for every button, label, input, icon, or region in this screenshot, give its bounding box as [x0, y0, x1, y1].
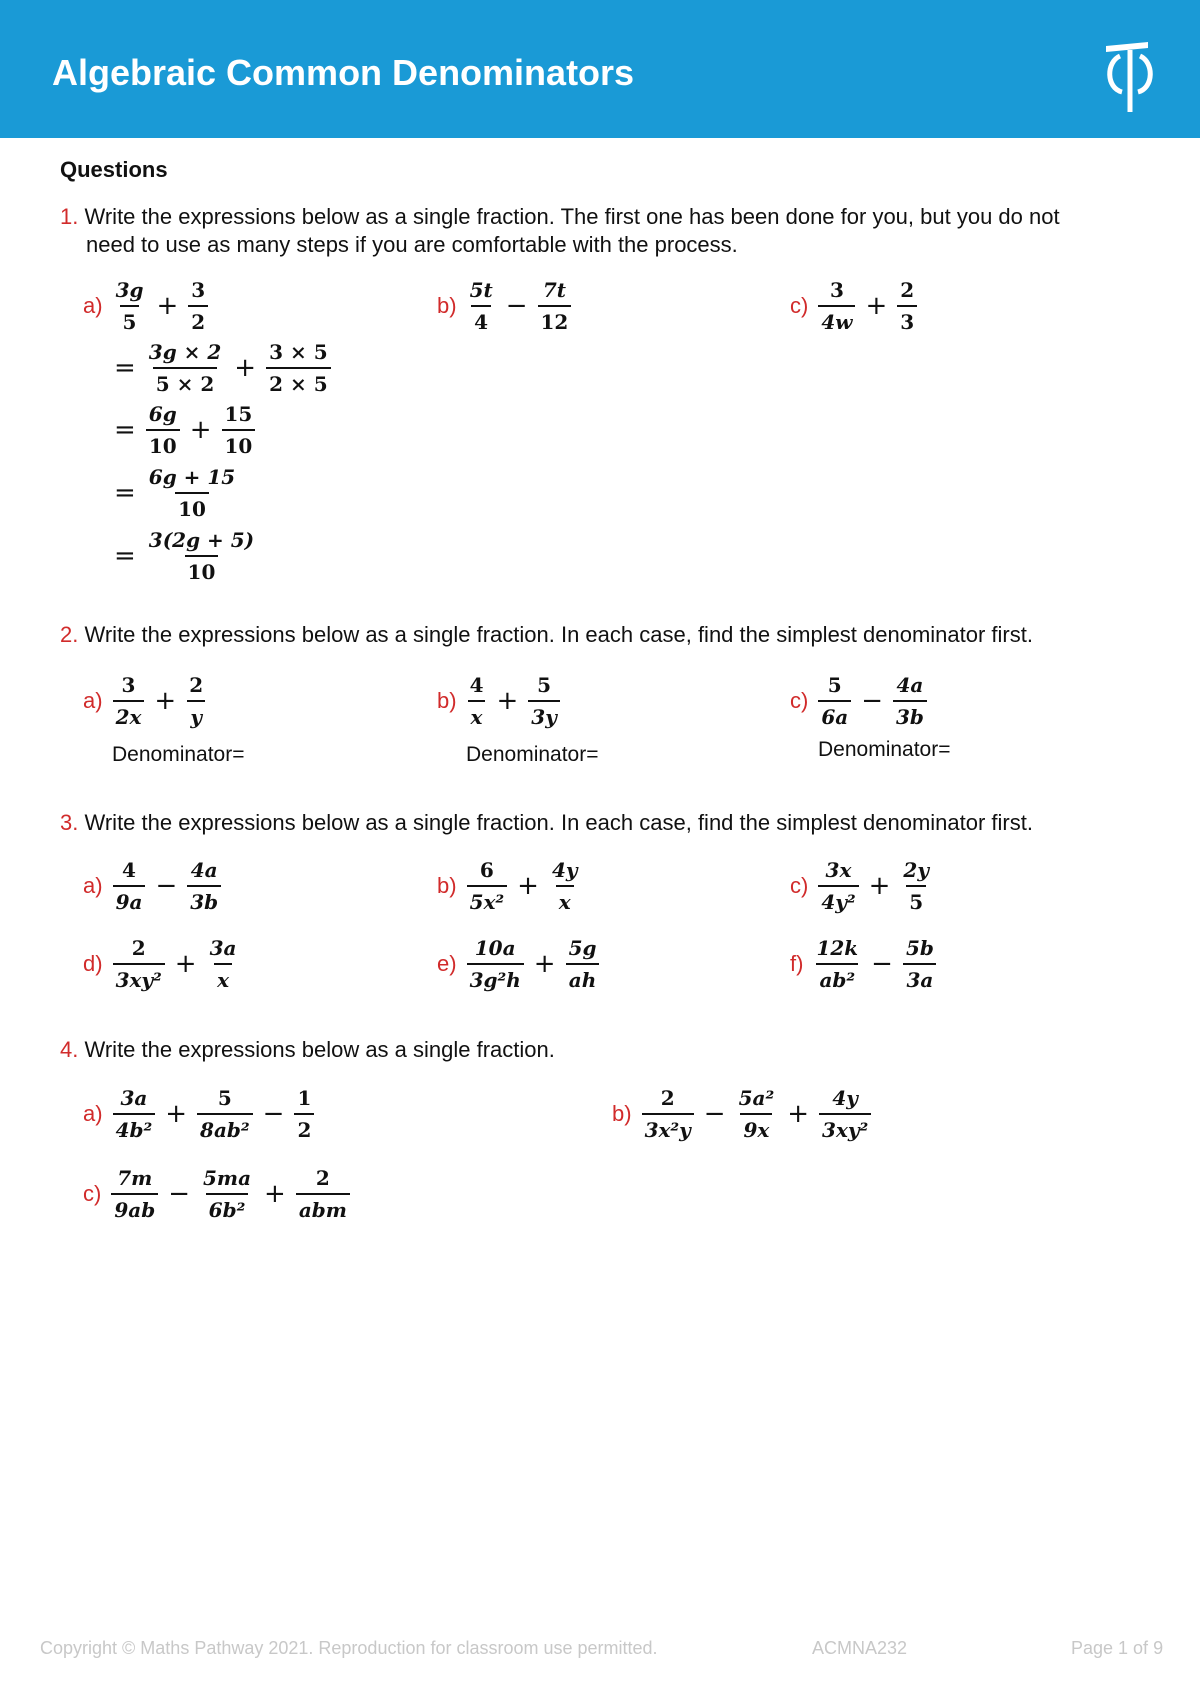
q1-a-expression — [83, 278, 210, 334]
fraction: $\frac{4}{x}$ — [467, 673, 487, 729]
fraction: $\frac{3x}{\text{4y²}}$ — [818, 858, 858, 914]
fraction: $\frac{5}{3y}$ — [528, 673, 560, 729]
item-label: f) — [790, 951, 804, 976]
operator: + — [496, 686, 519, 716]
fraction: $\frac{4a}{3b}$ — [187, 858, 221, 914]
operator: + — [165, 1099, 188, 1129]
operator: + — [154, 686, 177, 716]
fraction: $\frac{3a}{\text{4b²}}$ — [113, 1086, 156, 1142]
question-text: Write the expressions below as a single fraction. — [84, 1037, 555, 1062]
q3-f-expression — [790, 936, 939, 992]
operator: + — [264, 1179, 286, 1209]
operator: − — [871, 949, 893, 979]
operator: − — [168, 1179, 190, 1209]
question-2-text — [60, 621, 1140, 649]
q3-d-expression — [83, 936, 241, 992]
fraction: $\frac{3(2g + 5)}{10}$ — [148, 528, 255, 584]
item-label: c) — [83, 1181, 102, 1206]
fraction: $\frac{4y}{x}$ — [551, 858, 578, 914]
fraction: $\frac{2y}{5}$ — [903, 858, 929, 914]
section-heading: Questions — [60, 157, 168, 182]
fraction: $\frac{4y}{\text{3xy²}}$ — [819, 1086, 871, 1142]
question-number: 4. — [60, 1037, 79, 1062]
fraction: $\frac{6}{\text{5x²}}$ — [467, 858, 508, 914]
operator: − — [262, 1099, 285, 1129]
operator: − — [703, 1099, 726, 1129]
operator: + — [533, 949, 556, 979]
fraction: $\frac{15}{10}$ — [222, 402, 256, 458]
question-number: 1. — [60, 204, 79, 229]
footer-code: ACMNA232 — [812, 1638, 908, 1658]
fraction: $\frac{2}{\text{abm}}$ — [296, 1166, 350, 1222]
item-label: c) — [790, 873, 809, 898]
q3-b-expression — [437, 858, 583, 914]
fraction: $\frac{3}{4w}$ — [818, 278, 855, 334]
q2-c-denominator-label: Denominator= — [818, 738, 951, 761]
fraction: $\frac{7t}{12}$ — [538, 278, 572, 334]
fraction: $\frac{6g + 15}{10}$ — [148, 465, 236, 521]
item-label: d) — [83, 951, 103, 976]
fraction: $\frac{3 \times 5}{2 \times 5}$ — [266, 340, 331, 396]
q1-b-expression — [437, 278, 573, 334]
fraction: $\frac{5b}{3a}$ — [903, 936, 937, 992]
operator: + — [156, 291, 179, 321]
equals-sign: = — [114, 541, 136, 571]
item-label: a) — [83, 688, 103, 713]
item-label: a) — [83, 873, 103, 898]
item-label: c) — [790, 688, 809, 713]
question-4-text — [60, 1036, 1140, 1064]
fraction: $\frac{4a}{3b}$ — [893, 673, 927, 729]
maths-pathway-logo-icon — [1100, 40, 1156, 116]
equals-sign: = — [114, 478, 136, 508]
item-label: e) — [437, 951, 457, 976]
item-label: b) — [612, 1101, 632, 1126]
operator: + — [868, 871, 891, 901]
item-label: a) — [83, 1101, 103, 1126]
q2-c-expression — [790, 673, 929, 729]
operator: + — [234, 353, 257, 383]
q4-a-expression — [83, 1086, 316, 1142]
question-3-text — [60, 809, 1140, 837]
item-label: b) — [437, 688, 457, 713]
question-1-text — [60, 203, 1140, 259]
fraction: $\frac{2}{y}$ — [189, 673, 204, 729]
equals-sign: = — [114, 415, 136, 445]
q3-c-expression — [790, 858, 934, 914]
fraction: $\frac{1}{2}$ — [294, 1086, 314, 1142]
fraction: $\frac{2}{3}$ — [897, 278, 917, 334]
q2-a-expression — [83, 673, 208, 729]
q2-b-expression — [437, 673, 562, 729]
fraction: $\frac{5}{\text{8ab²}}$ — [197, 1086, 253, 1142]
q1-a-step-4 — [112, 528, 259, 584]
operator: + — [865, 291, 888, 321]
fraction: $\frac{\text{5a²}}{9x}$ — [738, 1086, 775, 1142]
footer-page-number: Page 1 of 9 — [1071, 1638, 1164, 1658]
header-banner — [0, 0, 1200, 138]
page-title: Algebraic Common Denominators — [52, 52, 635, 93]
item-label: b) — [437, 293, 457, 318]
operator: + — [517, 871, 539, 901]
equals-sign: = — [114, 353, 136, 383]
operator: − — [505, 291, 528, 321]
question-number: 2. — [60, 622, 79, 647]
operator: + — [787, 1099, 810, 1129]
fraction: $\frac{6g}{10}$ — [146, 402, 180, 458]
item-label: b) — [437, 873, 457, 898]
item-label: c) — [790, 293, 809, 318]
fraction: $\frac{3g \times 2}{5 \times 2}$ — [148, 340, 222, 396]
item-label: a) — [83, 293, 103, 318]
footer-copyright: Copyright © Maths Pathway 2021. Reproduction for classroom use permitted. — [40, 1638, 658, 1658]
question-text: Write the expressions below as a single fraction. In each case, find the simplest denominator first. — [84, 810, 1033, 835]
q2-b-denominator-label: Denominator= — [466, 743, 599, 766]
question-text-line1: Write the expressions below as a single fraction. The first one has been done for you, but you do not — [84, 204, 1060, 229]
fraction: $\frac{5}{6a}$ — [818, 673, 851, 729]
q1-c-expression — [790, 278, 919, 334]
fraction: $\frac{3}{2}$ — [188, 278, 208, 334]
operator: − — [155, 871, 178, 901]
fraction: $\frac{12k}{\text{ab²}}$ — [816, 936, 859, 992]
fraction: $\frac{3g}{5}$ — [115, 278, 144, 334]
operator: − — [861, 686, 883, 716]
q2-a-denominator-label: Denominator= — [112, 743, 245, 766]
operator: + — [174, 949, 197, 979]
operator: + — [189, 415, 212, 445]
q1-a-step-3 — [112, 465, 240, 521]
fraction: $\frac{5t}{4}$ — [469, 278, 493, 334]
q1-a-step-2 — [112, 402, 257, 458]
q4-c-expression — [83, 1166, 352, 1222]
question-number: 3. — [60, 810, 79, 835]
fraction: $\frac{5g}{ah}$ — [566, 936, 600, 992]
fraction: $\frac{3a}{x}$ — [209, 936, 237, 992]
question-text: Write the expressions below as a single fraction. In each case, find the simplest denominator first. — [84, 622, 1033, 647]
q3-e-expression — [437, 936, 601, 992]
q4-b-expression — [612, 1086, 873, 1142]
fraction: $\frac{5ma}{\text{6b²}}$ — [202, 1166, 252, 1222]
question-text-line2: need to use as many steps if you are comfortable with the process. — [86, 232, 738, 257]
fraction: $\frac{2}{\text{3xy²}}$ — [113, 936, 165, 992]
fraction: $\frac{3}{2x}$ — [113, 673, 145, 729]
fraction: $\frac{2}{\text{3x²y}}$ — [642, 1086, 694, 1142]
q3-a-expression — [83, 858, 223, 914]
fraction: $\frac{10a}{\text{3g²h}}$ — [467, 936, 524, 992]
fraction: $\frac{4}{9a}$ — [113, 858, 146, 914]
q1-a-step-1 — [112, 340, 333, 396]
fraction: $\frac{7m}{9ab}$ — [111, 1166, 158, 1222]
